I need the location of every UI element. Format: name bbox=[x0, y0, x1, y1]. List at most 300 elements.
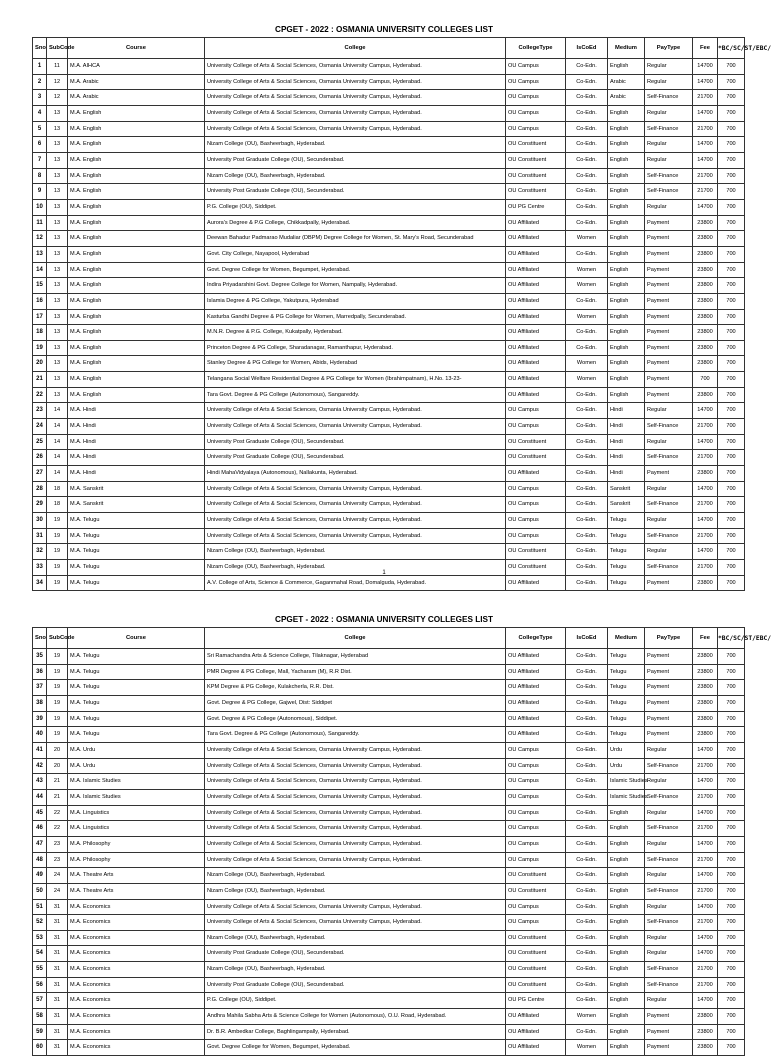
cell-subcode: 19 bbox=[47, 727, 68, 743]
cell-collegetype: OU PG Centre bbox=[506, 993, 566, 1009]
table-row bbox=[33, 727, 745, 743]
cell-medium: English bbox=[608, 836, 645, 852]
cell-paytype: Payment bbox=[645, 711, 693, 727]
cell-paytype: Payment bbox=[645, 1024, 693, 1040]
cell-course: M.A. Hindi bbox=[68, 434, 205, 450]
cell-college: University Post Graduate College (OU), Secunderabad. bbox=[205, 450, 506, 466]
cell-course: M.A. Sanskrit bbox=[68, 497, 205, 513]
table-row bbox=[33, 356, 745, 372]
cell-sno: 27 bbox=[33, 466, 47, 482]
table-row bbox=[33, 513, 745, 529]
cell-course: M.A. English bbox=[68, 325, 205, 341]
cell-collegetype: OU Affiliated bbox=[506, 649, 566, 665]
cell-fee: 23800 bbox=[693, 293, 718, 309]
cell-medium: Telugu bbox=[608, 695, 645, 711]
cell-sno: 50 bbox=[33, 883, 47, 899]
cell-collegetype: OU Affiliated bbox=[506, 664, 566, 680]
cell-paytype: Self-Finance bbox=[645, 962, 693, 978]
cell-college: PMR Degree & PG College, Mall, Yacharam (M), R.R Dist. bbox=[205, 664, 506, 680]
cell-medium: Islamic Studies bbox=[608, 774, 645, 790]
cell-paytype: Regular bbox=[645, 513, 693, 529]
cell-college: University Post Graduate College (OU), Secunderabad. bbox=[205, 977, 506, 993]
table-row bbox=[33, 262, 745, 278]
cell-subcode: 13 bbox=[47, 168, 68, 184]
cell-subcode: 19 bbox=[47, 695, 68, 711]
cell-iscoed: Co-Edn. bbox=[566, 868, 608, 884]
cell-category-fee: 700 bbox=[718, 789, 745, 805]
cell-college: Deewan Bahadur Padmarao Mudaliar (DBPM) Degree College for Women, St. Mary's Road, Secunderabad bbox=[205, 231, 506, 247]
cell-medium: Telugu bbox=[608, 711, 645, 727]
cell-sno: 30 bbox=[33, 513, 47, 529]
cell-sno: 1 bbox=[33, 59, 47, 75]
cell-collegetype: OU Campus bbox=[506, 121, 566, 137]
table-row bbox=[33, 450, 745, 466]
cell-medium: English bbox=[608, 993, 645, 1009]
cell-paytype: Regular bbox=[645, 59, 693, 75]
cell-college: University College of Arts & Social Sciences, Osmania University Campus, Hyderabad. bbox=[205, 899, 506, 915]
cell-sno: 13 bbox=[33, 246, 47, 262]
cell-medium: Islamic Studies bbox=[608, 789, 645, 805]
cell-college: Nizam College (OU), Basheerbagh, Hyderabad. bbox=[205, 962, 506, 978]
cell-course: M.A. Linguistics bbox=[68, 821, 205, 837]
cell-sno: 32 bbox=[33, 544, 47, 560]
cell-subcode: 31 bbox=[47, 962, 68, 978]
cell-sno: 51 bbox=[33, 899, 47, 915]
cell-sno: 58 bbox=[33, 1009, 47, 1025]
cell-collegetype: OU Campus bbox=[506, 758, 566, 774]
cell-medium: Telugu bbox=[608, 513, 645, 529]
cell-fee: 21700 bbox=[693, 915, 718, 931]
cell-category-fee: 700 bbox=[718, 121, 745, 137]
cell-fee: 23800 bbox=[693, 1009, 718, 1025]
cell-iscoed: Co-Edn. bbox=[566, 664, 608, 680]
document-page-2 bbox=[0, 612, 771, 1051]
cell-iscoed: Co-Edn. bbox=[566, 789, 608, 805]
cell-paytype: Payment bbox=[645, 1009, 693, 1025]
cell-iscoed: Co-Edn. bbox=[566, 466, 608, 482]
cell-course: M.A. Hindi bbox=[68, 466, 205, 482]
cell-course: M.A. Telugu bbox=[68, 560, 205, 576]
cell-course: M.A. Philosophy bbox=[68, 852, 205, 868]
cell-subcode: 21 bbox=[47, 789, 68, 805]
cell-iscoed: Co-Edn. bbox=[566, 962, 608, 978]
cell-sno: 31 bbox=[33, 528, 47, 544]
cell-paytype: Self-Finance bbox=[645, 184, 693, 200]
cell-sno: 37 bbox=[33, 680, 47, 696]
cell-medium: Telugu bbox=[608, 649, 645, 665]
cell-sno: 17 bbox=[33, 309, 47, 325]
cell-category-fee: 700 bbox=[718, 742, 745, 758]
cell-medium: English bbox=[608, 899, 645, 915]
cell-subcode: 24 bbox=[47, 868, 68, 884]
cell-category-fee: 700 bbox=[718, 168, 745, 184]
cell-sno: 35 bbox=[33, 649, 47, 665]
cell-course: M.A. English bbox=[68, 246, 205, 262]
cell-paytype: Regular bbox=[645, 805, 693, 821]
cell-paytype: Regular bbox=[645, 481, 693, 497]
cell-iscoed: Co-Edn. bbox=[566, 450, 608, 466]
cell-collegetype: OU Constituent bbox=[506, 152, 566, 168]
cell-category-fee: 700 bbox=[718, 962, 745, 978]
cell-paytype: Payment bbox=[645, 387, 693, 403]
cell-sno: 4 bbox=[33, 105, 47, 121]
cell-subcode: 13 bbox=[47, 262, 68, 278]
cell-category-fee: 700 bbox=[718, 1009, 745, 1025]
cell-subcode: 13 bbox=[47, 387, 68, 403]
cell-college: University College of Arts & Social Sciences, Osmania University Campus, Hyderabad. bbox=[205, 105, 506, 121]
cell-fee: 14700 bbox=[693, 481, 718, 497]
cell-paytype: Payment bbox=[645, 727, 693, 743]
table-row bbox=[33, 1024, 745, 1040]
cell-sno: 22 bbox=[33, 387, 47, 403]
table-row bbox=[33, 1009, 745, 1025]
cell-fee: 14700 bbox=[693, 152, 718, 168]
cell-collegetype: OU Affiliated bbox=[506, 246, 566, 262]
cell-collegetype: OU Campus bbox=[506, 419, 566, 435]
cell-sno: 46 bbox=[33, 821, 47, 837]
cell-paytype: Payment bbox=[645, 278, 693, 294]
cell-paytype: Self-Finance bbox=[645, 560, 693, 576]
cell-fee: 23800 bbox=[693, 649, 718, 665]
cell-subcode: 19 bbox=[47, 575, 68, 591]
cell-sno: 24 bbox=[33, 419, 47, 435]
cell-fee: 21700 bbox=[693, 121, 718, 137]
cell-fee: 14700 bbox=[693, 59, 718, 75]
cell-medium: English bbox=[608, 1040, 645, 1056]
cell-sno: 5 bbox=[33, 121, 47, 137]
cell-course: M.A. Economics bbox=[68, 977, 205, 993]
cell-category-fee: 700 bbox=[718, 403, 745, 419]
cell-paytype: Payment bbox=[645, 293, 693, 309]
cell-iscoed: Co-Edn. bbox=[566, 168, 608, 184]
cell-college: Nizam College (OU), Basheerbagh, Hyderabad. bbox=[205, 868, 506, 884]
cell-category-fee: 700 bbox=[718, 356, 745, 372]
cell-category-fee: 700 bbox=[718, 262, 745, 278]
cell-category-fee: 700 bbox=[718, 419, 745, 435]
header-medium: Medium bbox=[608, 628, 645, 649]
cell-iscoed: Co-Edn. bbox=[566, 711, 608, 727]
cell-iscoed: Co-Edn. bbox=[566, 821, 608, 837]
cell-subcode: 13 bbox=[47, 309, 68, 325]
cell-paytype: Regular bbox=[645, 74, 693, 90]
cell-iscoed: Co-Edn. bbox=[566, 930, 608, 946]
table-row bbox=[33, 497, 745, 513]
cell-iscoed: Co-Edn. bbox=[566, 403, 608, 419]
cell-medium: English bbox=[608, 278, 645, 294]
cell-fee: 23800 bbox=[693, 695, 718, 711]
cell-paytype: Regular bbox=[645, 836, 693, 852]
cell-subcode: 13 bbox=[47, 356, 68, 372]
cell-sno: 47 bbox=[33, 836, 47, 852]
cell-paytype: Self-Finance bbox=[645, 915, 693, 931]
cell-iscoed: Co-Edn. bbox=[566, 528, 608, 544]
table-row bbox=[33, 805, 745, 821]
cell-medium: Arabic bbox=[608, 90, 645, 106]
cell-course: M.A. English bbox=[68, 121, 205, 137]
cell-fee: 14700 bbox=[693, 899, 718, 915]
cell-category-fee: 700 bbox=[718, 450, 745, 466]
cell-fee: 23800 bbox=[693, 575, 718, 591]
cell-medium: Telugu bbox=[608, 680, 645, 696]
cell-iscoed: Co-Edn. bbox=[566, 993, 608, 1009]
cell-course: M.A. Economics bbox=[68, 962, 205, 978]
cell-collegetype: OU Campus bbox=[506, 836, 566, 852]
cell-category-fee: 700 bbox=[718, 246, 745, 262]
cell-paytype: Regular bbox=[645, 137, 693, 153]
cell-subcode: 13 bbox=[47, 278, 68, 294]
cell-subcode: 13 bbox=[47, 184, 68, 200]
cell-category-fee: 700 bbox=[718, 711, 745, 727]
cell-college: Dr. B.R. Ambedkar College, Baghlingampally, Hyderabad. bbox=[205, 1024, 506, 1040]
cell-fee: 14700 bbox=[693, 742, 718, 758]
cell-paytype: Regular bbox=[645, 993, 693, 1009]
cell-medium: English bbox=[608, 852, 645, 868]
cell-iscoed: Women bbox=[566, 372, 608, 388]
cell-collegetype: OU Constituent bbox=[506, 946, 566, 962]
cell-category-fee: 700 bbox=[718, 930, 745, 946]
cell-course: M.A. Telugu bbox=[68, 544, 205, 560]
cell-iscoed: Co-Edn. bbox=[566, 544, 608, 560]
cell-course: M.A. Economics bbox=[68, 930, 205, 946]
cell-category-fee: 700 bbox=[718, 852, 745, 868]
cell-fee: 14700 bbox=[693, 199, 718, 215]
header-category-fee: *BC/SC/ST/EBC/ bbox=[718, 38, 745, 59]
cell-college: Nizam College (OU), Basheerbagh, Hyderabad. bbox=[205, 168, 506, 184]
cell-category-fee: 700 bbox=[718, 152, 745, 168]
cell-college: University College of Arts & Social Sciences, Osmania University Campus, Hyderabad. bbox=[205, 805, 506, 821]
cell-fee: 21700 bbox=[693, 497, 718, 513]
cell-college: University College of Arts & Social Sciences, Osmania University Campus, Hyderabad. bbox=[205, 852, 506, 868]
header-collegetype: CollegeType bbox=[506, 38, 566, 59]
cell-iscoed: Women bbox=[566, 1040, 608, 1056]
cell-collegetype: OU Campus bbox=[506, 74, 566, 90]
table-header-row bbox=[33, 628, 745, 649]
cell-fee: 14700 bbox=[693, 137, 718, 153]
cell-paytype: Self-Finance bbox=[645, 497, 693, 513]
cell-category-fee: 700 bbox=[718, 74, 745, 90]
cell-course: M.A. English bbox=[68, 278, 205, 294]
cell-subcode: 31 bbox=[47, 899, 68, 915]
header-medium: Medium bbox=[608, 38, 645, 59]
cell-category-fee: 700 bbox=[718, 59, 745, 75]
cell-collegetype: OU Affiliated bbox=[506, 372, 566, 388]
cell-fee: 14700 bbox=[693, 105, 718, 121]
cell-course: M.A. Philosophy bbox=[68, 836, 205, 852]
cell-college: Tara Govt. Degree & PG College (Autonomous), Sangareddy. bbox=[205, 387, 506, 403]
cell-iscoed: Women bbox=[566, 278, 608, 294]
cell-subcode: 12 bbox=[47, 74, 68, 90]
cell-iscoed: Women bbox=[566, 262, 608, 278]
cell-fee: 21700 bbox=[693, 758, 718, 774]
cell-iscoed: Co-Edn. bbox=[566, 74, 608, 90]
cell-medium: English bbox=[608, 356, 645, 372]
cell-subcode: 19 bbox=[47, 649, 68, 665]
cell-college: Sri Ramachandra Arts & Science College, Tilaknagar, Hyderabad bbox=[205, 649, 506, 665]
cell-college: University College of Arts & Social Sciences, Osmania University Campus, Hyderabad. bbox=[205, 821, 506, 837]
header-paytype: PayType bbox=[645, 38, 693, 59]
cell-iscoed: Co-Edn. bbox=[566, 758, 608, 774]
cell-sno: 16 bbox=[33, 293, 47, 309]
cell-category-fee: 700 bbox=[718, 497, 745, 513]
cell-collegetype: OU Affiliated bbox=[506, 575, 566, 591]
colleges-table bbox=[32, 627, 771, 1056]
cell-course: M.A. Economics bbox=[68, 993, 205, 1009]
cell-subcode: 19 bbox=[47, 560, 68, 576]
cell-medium: English bbox=[608, 199, 645, 215]
cell-college: Govt. Degree & PG College (Autonomous), Siddipet. bbox=[205, 711, 506, 727]
cell-fee: 14700 bbox=[693, 403, 718, 419]
document-page-1 bbox=[0, 22, 771, 586]
header-course: Course bbox=[68, 38, 205, 59]
cell-collegetype: OU Affiliated bbox=[506, 1040, 566, 1056]
header-fee: Fee bbox=[693, 38, 718, 59]
cell-subcode: 14 bbox=[47, 434, 68, 450]
cell-subcode: 14 bbox=[47, 403, 68, 419]
cell-subcode: 12 bbox=[47, 90, 68, 106]
cell-iscoed: Co-Edn. bbox=[566, 497, 608, 513]
cell-course: M.A. Telugu bbox=[68, 528, 205, 544]
table-row bbox=[33, 199, 745, 215]
cell-iscoed: Co-Edn. bbox=[566, 90, 608, 106]
cell-category-fee: 700 bbox=[718, 184, 745, 200]
cell-paytype: Regular bbox=[645, 946, 693, 962]
cell-course: M.A. Telugu bbox=[68, 575, 205, 591]
cell-college: University College of Arts & Social Sciences, Osmania University Campus, Hyderabad. bbox=[205, 513, 506, 529]
cell-medium: English bbox=[608, 821, 645, 837]
cell-sno: 11 bbox=[33, 215, 47, 231]
page-title: CPGET - 2022 : OSMANIA UNIVERSITY COLLEGES LIST bbox=[275, 615, 493, 624]
cell-course: M.A. Telugu bbox=[68, 695, 205, 711]
table-row bbox=[33, 137, 745, 153]
cell-fee: 23800 bbox=[693, 1024, 718, 1040]
cell-sno: 38 bbox=[33, 695, 47, 711]
cell-college: Kasturba Gandhi Degree & PG College for Women, Marredpally, Secunderabad. bbox=[205, 309, 506, 325]
header-college: College bbox=[205, 38, 506, 59]
cell-college: University College of Arts & Social Sciences, Osmania University Campus, Hyderabad. bbox=[205, 915, 506, 931]
cell-fee: 14700 bbox=[693, 544, 718, 560]
cell-collegetype: OU Campus bbox=[506, 497, 566, 513]
cell-medium: English bbox=[608, 868, 645, 884]
cell-subcode: 13 bbox=[47, 293, 68, 309]
cell-medium: English bbox=[608, 137, 645, 153]
cell-college: Andhra Mahila Sabha Arts & Science College for Women (Autonomous), O.U. Road, Hyderabad. bbox=[205, 1009, 506, 1025]
cell-medium: Hindi bbox=[608, 403, 645, 419]
cell-paytype: Regular bbox=[645, 544, 693, 560]
header-fee: Fee bbox=[693, 628, 718, 649]
cell-sno: 44 bbox=[33, 789, 47, 805]
cell-course: M.A. English bbox=[68, 168, 205, 184]
cell-collegetype: OU Affiliated bbox=[506, 325, 566, 341]
page-title: CPGET - 2022 : OSMANIA UNIVERSITY COLLEGES LIST bbox=[275, 25, 493, 34]
cell-course: M.A. Arabic bbox=[68, 74, 205, 90]
cell-paytype: Self-Finance bbox=[645, 821, 693, 837]
cell-collegetype: OU Affiliated bbox=[506, 278, 566, 294]
cell-collegetype: OU Campus bbox=[506, 59, 566, 75]
cell-category-fee: 700 bbox=[718, 727, 745, 743]
cell-sno: 3 bbox=[33, 90, 47, 106]
cell-sno: 45 bbox=[33, 805, 47, 821]
cell-college: P.G. College (OU), Siddipet. bbox=[205, 993, 506, 1009]
cell-course: M.A. Linguistics bbox=[68, 805, 205, 821]
cell-course: M.A. Economics bbox=[68, 946, 205, 962]
cell-course: M.A. AIHCA bbox=[68, 59, 205, 75]
cell-college: KPM Degree & PG College, Kulakcherla, R.R. Dist. bbox=[205, 680, 506, 696]
cell-iscoed: Co-Edn. bbox=[566, 560, 608, 576]
cell-paytype: Self-Finance bbox=[645, 977, 693, 993]
cell-fee: 23800 bbox=[693, 309, 718, 325]
cell-sno: 49 bbox=[33, 868, 47, 884]
cell-fee: 14700 bbox=[693, 993, 718, 1009]
cell-iscoed: Women bbox=[566, 231, 608, 247]
cell-collegetype: OU Affiliated bbox=[506, 1024, 566, 1040]
cell-fee: 14700 bbox=[693, 868, 718, 884]
cell-sno: 6 bbox=[33, 137, 47, 153]
cell-subcode: 14 bbox=[47, 450, 68, 466]
table-header-row bbox=[33, 38, 745, 59]
cell-collegetype: OU Campus bbox=[506, 789, 566, 805]
cell-paytype: Regular bbox=[645, 403, 693, 419]
cell-subcode: 20 bbox=[47, 758, 68, 774]
cell-sno: 26 bbox=[33, 450, 47, 466]
cell-iscoed: Co-Edn. bbox=[566, 836, 608, 852]
cell-fee: 23800 bbox=[693, 231, 718, 247]
cell-iscoed: Co-Edn. bbox=[566, 105, 608, 121]
cell-collegetype: OU Constituent bbox=[506, 962, 566, 978]
cell-course: M.A. English bbox=[68, 231, 205, 247]
cell-paytype: Payment bbox=[645, 575, 693, 591]
cell-paytype: Payment bbox=[645, 372, 693, 388]
table-row bbox=[33, 742, 745, 758]
cell-college: University College of Arts & Social Sciences, Osmania University Campus, Hyderabad. bbox=[205, 403, 506, 419]
cell-collegetype: OU Affiliated bbox=[506, 262, 566, 278]
cell-course: M.A. Arabic bbox=[68, 90, 205, 106]
cell-collegetype: OU Constituent bbox=[506, 560, 566, 576]
cell-fee: 21700 bbox=[693, 528, 718, 544]
cell-iscoed: Co-Edn. bbox=[566, 293, 608, 309]
cell-subcode: 20 bbox=[47, 742, 68, 758]
cell-fee: 23800 bbox=[693, 711, 718, 727]
cell-course: M.A. Economics bbox=[68, 1040, 205, 1056]
cell-subcode: 13 bbox=[47, 372, 68, 388]
cell-fee: 14700 bbox=[693, 74, 718, 90]
cell-subcode: 19 bbox=[47, 680, 68, 696]
cell-collegetype: OU Affiliated bbox=[506, 309, 566, 325]
cell-iscoed: Co-Edn. bbox=[566, 325, 608, 341]
cell-paytype: Self-Finance bbox=[645, 121, 693, 137]
cell-fee: 21700 bbox=[693, 90, 718, 106]
cell-paytype: Payment bbox=[645, 680, 693, 696]
cell-fee: 21700 bbox=[693, 883, 718, 899]
cell-paytype: Payment bbox=[645, 356, 693, 372]
cell-subcode: 13 bbox=[47, 215, 68, 231]
cell-sno: 23 bbox=[33, 403, 47, 419]
cell-iscoed: Co-Edn. bbox=[566, 513, 608, 529]
cell-subcode: 13 bbox=[47, 325, 68, 341]
cell-college: University College of Arts & Social Sciences, Osmania University Campus, Hyderabad. bbox=[205, 419, 506, 435]
cell-category-fee: 700 bbox=[718, 836, 745, 852]
cell-paytype: Payment bbox=[645, 246, 693, 262]
table-row bbox=[33, 215, 745, 231]
cell-medium: Hindi bbox=[608, 466, 645, 482]
cell-subcode: 31 bbox=[47, 1024, 68, 1040]
cell-fee: 23800 bbox=[693, 1040, 718, 1056]
cell-course: M.A. Theatre Arts bbox=[68, 868, 205, 884]
cell-category-fee: 700 bbox=[718, 387, 745, 403]
cell-iscoed: Co-Edn. bbox=[566, 215, 608, 231]
cell-medium: English bbox=[608, 962, 645, 978]
cell-course: M.A. Economics bbox=[68, 1009, 205, 1025]
cell-fee: 14700 bbox=[693, 946, 718, 962]
